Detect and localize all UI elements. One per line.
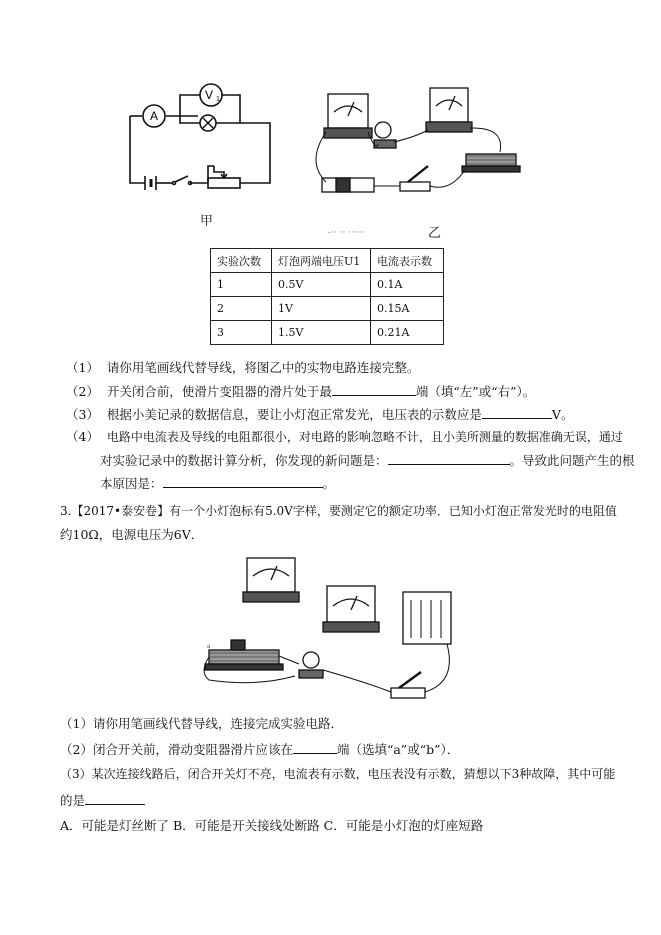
table-cell: 0.1A (371, 273, 444, 297)
item-text: 对实验记录中的数据计算分析，你发现的新问题是： (100, 453, 388, 468)
figure-label-jia: 甲 (200, 214, 214, 229)
item-text: 。导致此问题产生的根 (509, 453, 635, 468)
voltmeter-label: V (204, 88, 214, 102)
item-text: V。 (551, 407, 574, 422)
item-text: 开关闭合前，使滑片变阻器的滑片处于最 (106, 384, 332, 399)
table-cell: 0.15A (371, 297, 444, 321)
item-number: （2） (66, 384, 99, 399)
scan-artifact-mark: -·· ·· ······ (328, 228, 366, 238)
table-row (211, 321, 444, 345)
question-3-stem-continuation: 约10Ω，电源电压为6V． (60, 527, 204, 542)
question-item (66, 383, 535, 400)
question-item-continuation (100, 452, 635, 469)
table-header-cell: 实验次数 (211, 249, 272, 273)
question-3-options: A．可能是灯丝断了 B．可能是开关接线处断路 C．可能是小灯泡的灯座短路 (60, 818, 484, 833)
question-3-stem: 3.【2017•泰安卷】有一个小灯泡标有5.0V字样，要测定它的额定功率．已知小灯泡正常发光时的电阻值 (60, 504, 617, 518)
table-cell: 1 (211, 273, 272, 297)
item-text: 根据小美记录的数据信息，要让小灯泡正常发光，电压表的示数应是 (106, 407, 482, 422)
question-3-sub-3: （3）某次连接线路后，闭合开关灯不亮，电流表有示数，电压表没有示数，猜想以下3种故障，其中可能 (60, 767, 616, 781)
ammeter-label: A (149, 109, 159, 123)
item-number: （3） (66, 407, 99, 422)
item-text: （2）闭合开关前，滑动变阻器滑片应该在 (60, 742, 293, 757)
answer-blank[interactable] (85, 792, 145, 805)
item-text: 。 (322, 476, 336, 491)
voltmeter-subscript: 1 (216, 96, 220, 103)
question-3-sub-2 (60, 741, 459, 758)
apparatus-figure-q3 (195, 552, 475, 702)
table-cell: 2 (211, 297, 272, 321)
scan-artifact-mark: a (207, 644, 211, 650)
figure-label-yi: 乙 (428, 226, 442, 241)
question-item-continuation (100, 475, 335, 492)
table-cell: 3 (211, 321, 272, 345)
table-cell: 1.5V (272, 321, 371, 345)
question-item (66, 360, 419, 376)
table-cell: 1V (272, 297, 371, 321)
table-row (211, 297, 444, 321)
answer-blank[interactable] (332, 383, 416, 396)
table-header-cell: 电流表示数 (371, 249, 444, 273)
item-number: （1） (66, 360, 99, 375)
answer-blank[interactable] (163, 475, 323, 488)
table-cell: 0.5V (272, 273, 371, 297)
item-text: 电路中电流表及导线的电阻都很小，对电路的影响忽略不计，且小美所测量的数据准确无误，通过 (106, 430, 623, 444)
answer-blank[interactable] (293, 741, 337, 754)
table-row (211, 273, 444, 297)
table-header-row (211, 249, 444, 273)
experiment-data-table (210, 248, 444, 345)
answer-blank[interactable] (482, 406, 552, 419)
answer-blank[interactable] (388, 452, 510, 465)
question-item (66, 429, 623, 445)
item-text: 本原因是： (100, 476, 163, 491)
question-3-sub-3-continuation (60, 792, 145, 809)
item-text: 端（填“左”或“右”）。 (415, 384, 536, 399)
item-text: 请你用笔画线代替导线，将图乙中的实物电路连接完整。 (106, 360, 420, 375)
question-3-sub-1: （1）请你用笔画线代替导线，连接完成实验电路． (60, 716, 343, 731)
item-number: （4） (66, 429, 99, 444)
item-text: 的是 (60, 793, 86, 808)
table-cell: 0.21A (371, 321, 444, 345)
circuit-diagram-jia (120, 78, 280, 198)
question-item (66, 406, 573, 423)
table-header-cell: 灯泡两端电压U1 (272, 249, 371, 273)
apparatus-figure-yi (300, 82, 530, 217)
item-text: 端（选填“a”或“b”）． (336, 742, 460, 757)
